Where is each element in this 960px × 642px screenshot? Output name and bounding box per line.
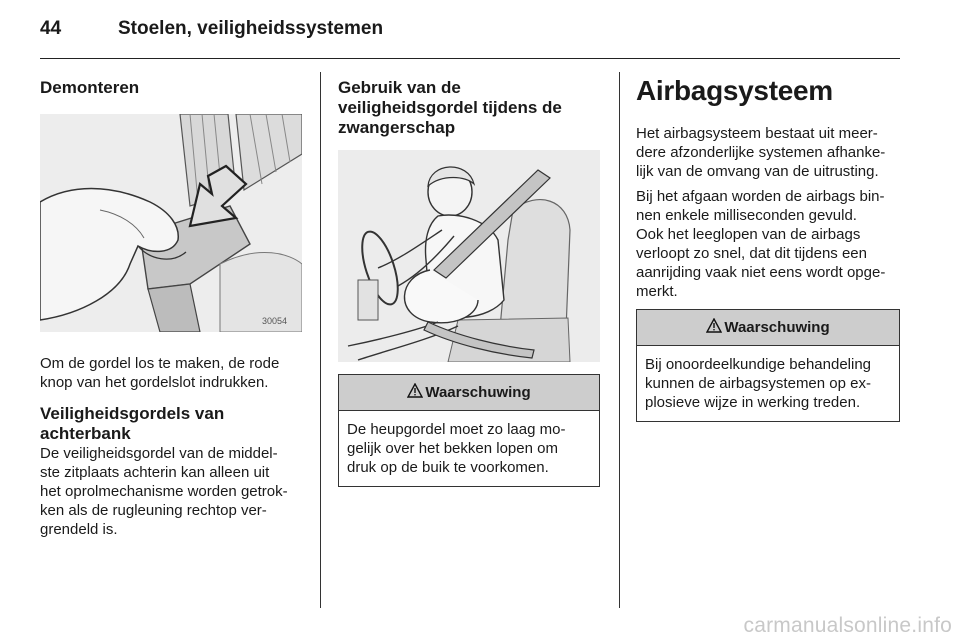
text-line: ken als de rugleuning rechtop ver-: [40, 502, 267, 519]
warning-title: Waarschuwing: [425, 384, 531, 401]
column-divider-1: [320, 72, 321, 608]
text-line: De veiligheidsgordel van de middel-: [40, 445, 278, 462]
text-line: ste zitplaats achterin kan alleen uit: [40, 464, 270, 481]
page-title: Stoelen, veiligheidssystemen: [118, 18, 384, 39]
paragraph-airbag-intro: [636, 124, 900, 181]
paragraph-gordel-los: [40, 354, 302, 392]
warning-box-airbag: [636, 309, 900, 422]
heading-line: Veiligheidsgordels van: [40, 404, 225, 423]
text-line: lijk van de omvang van de uitrusting.: [636, 163, 879, 180]
header-rule: [40, 58, 900, 59]
text-line: gelijk over het bekken lopen om: [347, 440, 558, 457]
text-line: Het airbagsysteem bestaat uit meer-: [636, 125, 878, 142]
section-heading-demonteren: Demonteren: [40, 78, 140, 97]
text-line: dere afzonderlijke systemen afhanke-: [636, 144, 886, 161]
warning-box-zwangerschap: [338, 374, 600, 487]
text-line: grendeld is.: [40, 521, 118, 538]
section-heading-zwangerschap: [338, 78, 600, 138]
text-line: verloopt zo snel, dat dit tijdens een: [636, 245, 867, 262]
heading-line: veiligheidsgordel tijdens de: [338, 98, 562, 117]
text-line: merkt.: [636, 283, 678, 300]
text-line: het oprolmechanisme worden getrok-: [40, 483, 288, 500]
pregnant-driver-illustration: [338, 150, 600, 362]
paragraph-achterbank: [40, 444, 302, 539]
paragraph-airbag-deploy: [636, 187, 900, 301]
text-line: Bij onoordeelkundige behandeling: [645, 356, 872, 373]
heading-line: achterbank: [40, 424, 131, 443]
section-heading-airbagsysteem: Airbagsysteem: [636, 75, 833, 106]
heading-line: zwangerschap: [338, 118, 456, 137]
page-number: 44: [40, 18, 62, 39]
warning-triangle-icon: [407, 383, 423, 402]
warning-header: [637, 310, 899, 346]
text-line: aanrijding vaak niet eens wordt opge-: [636, 264, 886, 281]
column-3: [636, 72, 900, 422]
warning-header: [339, 375, 599, 411]
text-line: plosieve wijze in werking treden.: [645, 394, 861, 411]
text-line: kunnen de airbagsystemen op ex-: [645, 375, 871, 392]
text-line: Ook het leeglopen van de airbags: [636, 226, 861, 243]
watermark: carmanualsonline.info: [743, 614, 952, 637]
warning-title: Waarschuwing: [724, 319, 830, 336]
pregnant-driver-drawing: [338, 150, 600, 362]
warning-triangle-icon: [706, 318, 722, 337]
text-line: nen enkele milliseconden gevuld.: [636, 207, 857, 224]
buckle-release-drawing: [40, 114, 302, 332]
section-heading-achterbank: [40, 404, 302, 444]
text-line: Om de gordel los te maken, de rode: [40, 355, 280, 372]
warning-body: [637, 346, 899, 421]
column-1: [40, 72, 302, 539]
figure-number: 30054: [262, 316, 288, 326]
buckle-release-illustration: [40, 114, 302, 332]
text-line: Bij het afgaan worden de airbags bin-: [636, 188, 885, 205]
warning-body: [339, 411, 599, 486]
heading-line: Gebruik van de: [338, 78, 461, 97]
column-divider-2: [619, 72, 620, 608]
text-line: druk op de buik te voorkomen.: [347, 459, 549, 476]
text-line: De heupgordel moet zo laag mo-: [347, 421, 566, 438]
text-line: knop van het gordelslot indrukken.: [40, 374, 269, 391]
column-2: [338, 72, 600, 487]
